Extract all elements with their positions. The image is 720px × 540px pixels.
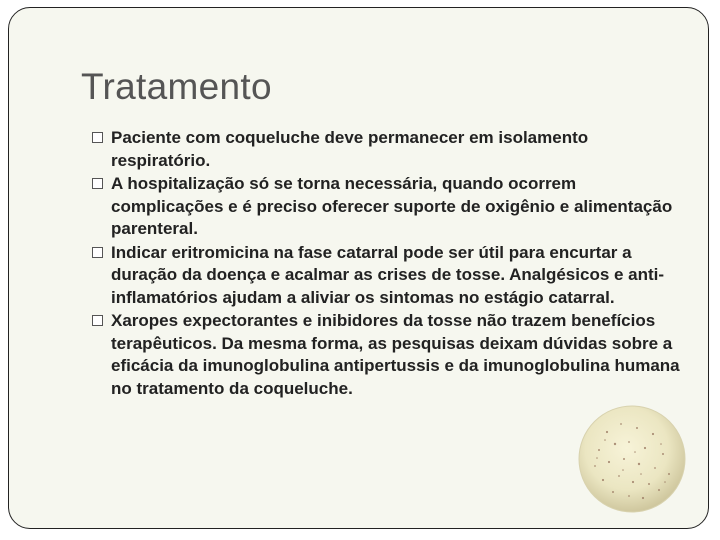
bullet-text: Xaropes expectorantes e inibidores da tosse não trazem benefícios terapêuticos. Da mesma forma, as pesquisas deixam dúvidas sobre a eficácia da imunoglobulina antipertussis e da imunoglobulina humana no tratamento da coqueluche.	[111, 311, 680, 398]
petri-dish-image	[577, 404, 687, 514]
checkbox-square-icon	[92, 315, 103, 326]
slide-title: Tratamento	[81, 66, 272, 107]
checkbox-square-icon	[92, 178, 103, 189]
bullet-list	[92, 127, 692, 401]
bullet-item	[92, 242, 692, 310]
checkbox-square-icon	[92, 132, 103, 143]
bullet-text: Indicar eritromicina na fase catarral pode ser útil para encurtar a duração da doença e acalmar as crises de tosse. Analgésicos e anti-inflamatórios ajudam a aliviar os sintomas no estágio catarral.	[111, 242, 665, 307]
bullet-item	[92, 127, 692, 172]
bullet-item	[92, 173, 692, 241]
bullet-text: Paciente com coqueluche deve permanecer em isolamento respiratório.	[111, 128, 589, 170]
bullet-text: A hospitalização só se torna necessária, quando ocorrem complicações e é preciso oferecer suporte de oxigênio e alimentação parenteral.	[111, 174, 673, 238]
checkbox-square-icon	[92, 247, 103, 258]
bullet-item	[92, 310, 692, 400]
